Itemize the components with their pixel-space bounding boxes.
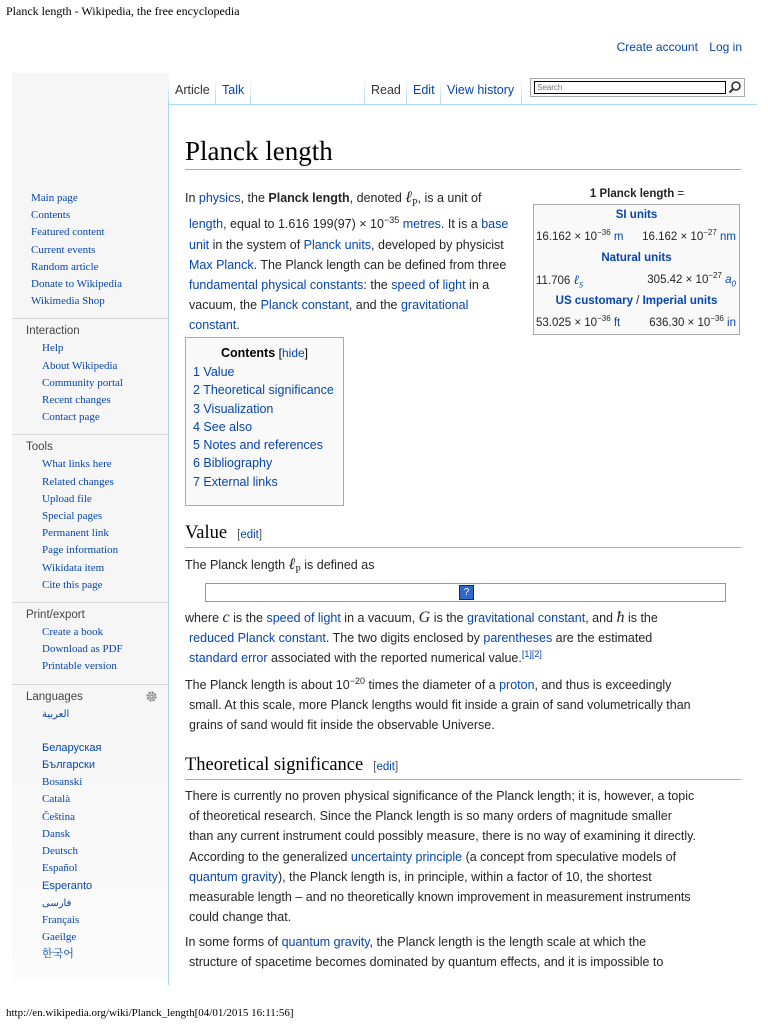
- text-line: [185, 235, 541, 255]
- text-line: [185, 628, 741, 648]
- portal-print-heading: Print/export: [26, 609, 85, 622]
- text: . It is a: [440, 217, 482, 232]
- gear-icon[interactable]: [145, 690, 158, 703]
- planck-symbol: [288, 556, 301, 577]
- text-line: [185, 648, 741, 668]
- tab-separator: [521, 77, 522, 105]
- infobox-us-row: [534, 312, 739, 334]
- sidebar-item-recent-changes[interactable]: Recent changes: [42, 394, 111, 407]
- text-line: of theoretical research. Since the Planck length is so many orders of magnitude smaller: [189, 809, 672, 824]
- search-box: [530, 78, 745, 97]
- portal-languages-heading: [12, 688, 169, 706]
- unit-symbol: ℓ: [573, 272, 579, 287]
- value-mantissa: 16.162 × 10: [536, 231, 598, 243]
- value-mantissa: 636.30 × 10: [649, 317, 711, 329]
- tab-separator: [215, 77, 216, 105]
- lang-irish[interactable]: Gaeilge: [42, 931, 77, 944]
- symbol: ℓ: [288, 556, 296, 573]
- sidebar-item-wikidata-item[interactable]: Wikidata item: [42, 561, 105, 574]
- sidebar-item-main-page[interactable]: Main page: [31, 192, 78, 204]
- sidebar-item-random-article[interactable]: Random article: [31, 260, 99, 273]
- toc-item-visualization[interactable]: 3 Visualization: [193, 401, 274, 416]
- link-uncertainty-principle[interactable]: uncertainty principle: [350, 849, 463, 864]
- text: .: [236, 318, 240, 333]
- bracket: ]: [304, 346, 309, 360]
- sidebar-item-printable-version[interactable]: Printable version: [42, 660, 117, 673]
- text: , is a unit of: [417, 191, 482, 205]
- link-quantum-gravity[interactable]: quantum gravity: [189, 869, 278, 884]
- lang-danish[interactable]: Dansk: [42, 827, 71, 840]
- text: vacuum, the: [189, 298, 261, 313]
- infobox-table: [533, 204, 740, 335]
- value-exponent: −36: [597, 314, 611, 324]
- link-physics[interactable]: physics: [198, 191, 241, 205]
- toc-hide-wrapper: [279, 346, 308, 360]
- sidebar-item-create-book[interactable]: Create a book: [42, 626, 104, 639]
- toc-item-value[interactable]: 1 Value: [193, 365, 235, 379]
- value-mantissa: 305.42 × 10: [647, 274, 709, 286]
- text: in a: [465, 278, 490, 292]
- theory-paragraph-2: [185, 932, 741, 972]
- bracket: ]: [258, 529, 263, 541]
- bold-term: Planck length: [268, 191, 350, 205]
- subscript: P: [295, 565, 301, 577]
- si-metres-value: [536, 226, 623, 248]
- text-line: [185, 315, 541, 335]
- link-gravitational-constant-2[interactable]: constant: [189, 318, 237, 333]
- header-separator: /: [632, 295, 643, 307]
- text: , and: [585, 611, 617, 625]
- infobox: [533, 185, 741, 335]
- unit-link-ft[interactable]: ft: [613, 317, 621, 329]
- portal-interaction-heading: Interaction: [26, 325, 80, 338]
- portal-tools-heading: Tools: [26, 441, 53, 454]
- text-line: [185, 214, 541, 234]
- lang-spanish[interactable]: Español: [42, 862, 78, 875]
- text: in the system of: [209, 237, 304, 252]
- section-edit: [237, 529, 262, 541]
- infobox-si-row: [534, 226, 739, 248]
- toc-item-notes[interactable]: 5 Notes and references: [193, 438, 323, 453]
- text-line: [185, 608, 741, 628]
- text-line: [185, 847, 741, 867]
- text-line: structure of spacetime becomes dominated by quantum effects, and it is impossible to: [189, 955, 664, 970]
- sidebar-item-special-pages[interactable]: Special pages: [42, 510, 103, 523]
- sidebar-item-help[interactable]: Help: [42, 342, 64, 355]
- toc-item-external-links[interactable]: 7 External links: [193, 474, 278, 489]
- symbol-g: G: [418, 609, 431, 626]
- text: ), the Planck length is, in principle, within a factor of 10, the shortest: [277, 869, 652, 884]
- symbol: ℓ: [405, 189, 412, 206]
- text-line: measurable length – and no theoretically known improvement in measurement instruments: [189, 890, 691, 905]
- text: In: [185, 191, 199, 205]
- link-max-planck[interactable]: Max Planck: [189, 257, 254, 272]
- lang-persian[interactable]: فارسی: [42, 897, 72, 909]
- toc-hide-toggle[interactable]: hide: [281, 346, 305, 360]
- tab-separator: [168, 77, 169, 105]
- text-line: small. At this scale, more Planck lengths would fit inside a grain of sand volumetrically than: [189, 698, 691, 713]
- lang-german[interactable]: Deutsch: [42, 845, 79, 858]
- sidebar-item-contact[interactable]: Contact page: [42, 411, 100, 424]
- search-input[interactable]: [534, 81, 726, 94]
- intro-paragraph: [185, 188, 541, 336]
- bracket: [: [373, 761, 377, 773]
- link-speed-of-light[interactable]: speed of light: [266, 611, 341, 625]
- formula-image: [205, 583, 726, 602]
- value-mantissa: 16.162 × 10: [642, 231, 704, 243]
- theory-paragraph-1: [185, 786, 741, 927]
- link-gravitational-constant[interactable]: gravitational constant: [467, 611, 586, 625]
- toc-title-text: Contents: [220, 346, 276, 360]
- text-line: grains of sand would fit inside the observable Universe.: [189, 718, 495, 733]
- infobox-natural-header[interactable]: Natural units: [601, 252, 672, 264]
- sidebar-item-cite-this-page[interactable]: Cite this page: [42, 578, 103, 591]
- value-mantissa: 11.706: [536, 275, 574, 287]
- exponent: −20: [349, 675, 365, 686]
- text: , equal to 1.616 199(97) × 10: [223, 217, 384, 232]
- value-exponent: −27: [708, 271, 722, 281]
- value-paragraph: [185, 608, 741, 669]
- text-line: [185, 295, 541, 315]
- symbol-c: c: [222, 609, 230, 626]
- lang-bosnian[interactable]: Bosanski: [42, 776, 83, 789]
- us-customary-link[interactable]: US customary: [555, 295, 633, 307]
- text: , developed by physicist: [371, 237, 504, 252]
- sidebar-item-community-portal[interactable]: Community portal: [42, 376, 123, 389]
- text: , and the: [348, 298, 401, 313]
- main-navigation: [12, 190, 169, 310]
- bracket: [: [237, 529, 241, 541]
- text: . The Planck length can be defined from three: [253, 257, 507, 272]
- lang-arabic[interactable]: العربية: [42, 708, 70, 720]
- text-line: [185, 932, 741, 952]
- sidebar-item-contents[interactable]: Contents: [31, 209, 71, 222]
- text: in a vacuum,: [340, 611, 419, 625]
- toc-list: [186, 363, 343, 491]
- tab-separator: [364, 77, 365, 105]
- link-base-unit[interactable]: base: [481, 217, 509, 232]
- sidebar-item-permanent-link[interactable]: Permanent link: [42, 527, 109, 540]
- text: : the: [363, 278, 392, 292]
- toc-title: [186, 345, 343, 361]
- si-nanometres-value: [642, 226, 736, 248]
- sidebar-item-about[interactable]: About Wikipedia: [42, 359, 118, 372]
- text: where: [185, 611, 223, 625]
- unit-subscript: S: [578, 280, 583, 290]
- article-content: [168, 104, 757, 985]
- reference-links[interactable]: [1][2]: [521, 649, 542, 660]
- text: The Planck length is about 10: [185, 678, 350, 692]
- search-icon[interactable]: [728, 80, 742, 94]
- sidebar-item-what-links-here[interactable]: What links here: [42, 458, 112, 471]
- portal-languages: [12, 684, 169, 964]
- text: (a concept from speculative models of: [462, 849, 677, 864]
- toc-item-see-also[interactable]: 4 See also: [193, 419, 253, 434]
- infobox-natural-row: [534, 269, 739, 291]
- lang-french[interactable]: Français: [42, 913, 80, 926]
- lang-catalan[interactable]: Català: [42, 793, 71, 806]
- link-base-unit-2[interactable]: unit: [189, 237, 210, 252]
- tab-separator: [406, 77, 407, 105]
- language-spacer: [12, 723, 169, 740]
- lang-korean[interactable]: 한국어: [42, 948, 74, 961]
- print-footer: http://en.wikipedia.org/wiki/Planck_length[04/01/2015 16:11:56]: [6, 1007, 294, 1019]
- log-in-link[interactable]: Log in: [709, 40, 742, 54]
- sidebar-item-upload-file[interactable]: Upload file: [42, 492, 92, 505]
- unit-subscript: 0: [731, 279, 736, 289]
- link-parentheses[interactable]: parentheses: [483, 631, 553, 646]
- page-tabs: [168, 73, 756, 105]
- text: , denoted: [349, 191, 406, 205]
- us-inches-value: [649, 312, 736, 334]
- size-paragraph: [185, 675, 741, 736]
- text-line: [185, 188, 541, 214]
- infobox-caption-eq: =: [674, 188, 685, 200]
- sidebar-item-featured-content[interactable]: Featured content: [31, 226, 105, 239]
- sidebar-item-download-pdf[interactable]: Download as PDF: [42, 643, 123, 656]
- tab-view-history[interactable]: View history: [447, 83, 515, 97]
- lang-belarusian[interactable]: Беларуская: [42, 741, 102, 754]
- value-mantissa: 53.025 × 10: [536, 317, 598, 329]
- portal-print-export: [12, 602, 169, 676]
- text-line: [185, 675, 741, 695]
- natural-bohr-value: [647, 269, 736, 295]
- tab-separator: [250, 77, 251, 105]
- value-exponent: −36: [597, 228, 611, 238]
- personal-tools: [609, 40, 742, 54]
- heading-text: Theoretical significance: [185, 755, 364, 775]
- portal-interaction: [12, 318, 169, 426]
- lang-czech[interactable]: Čeština: [42, 810, 75, 823]
- unit-link-nm[interactable]: nm: [720, 231, 736, 243]
- text: is the: [430, 611, 468, 625]
- link-proton[interactable]: proton: [499, 678, 535, 692]
- subscript: P: [411, 198, 418, 210]
- page-title: Planck length: [185, 136, 741, 170]
- sidebar-item-wikimedia-shop[interactable]: Wikimedia Shop: [31, 295, 105, 308]
- value-definition: [185, 555, 374, 581]
- link-gravitational-constant[interactable]: gravitational: [400, 298, 469, 313]
- planck-symbol: [405, 189, 418, 210]
- lang-bulgarian[interactable]: Български: [42, 759, 95, 772]
- link-fundamental-constants[interactable]: fundamental physical constants: [189, 278, 364, 292]
- languages-label: Languages: [26, 690, 83, 703]
- link-metres[interactable]: metres: [402, 217, 441, 232]
- sidebar: [12, 190, 169, 964]
- text: , the Planck length is the length scale at which the: [369, 935, 647, 949]
- text-line: [185, 255, 541, 275]
- imperial-units-link[interactable]: Imperial units: [642, 295, 718, 307]
- infobox-caption: [533, 185, 741, 203]
- portal-tools: [12, 434, 169, 594]
- text: In some forms of: [185, 935, 282, 949]
- text: is the: [229, 611, 267, 625]
- text-line: There is currently no proven physical significance of the Planck length; it is, however, a topic: [185, 789, 695, 803]
- tab-separator: [440, 77, 441, 105]
- text: , and thus is exceedingly: [534, 678, 672, 692]
- tab-talk[interactable]: Talk: [222, 83, 245, 97]
- sidebar-item-page-information[interactable]: Page information: [42, 544, 119, 557]
- link-planck-units[interactable]: Planck units: [303, 237, 372, 252]
- link-standard-error[interactable]: standard error: [189, 651, 268, 666]
- infobox-caption-bold: 1 Planck length: [589, 188, 675, 200]
- symbol-hbar: ħ: [616, 609, 625, 626]
- toc-item-theoretical-significance[interactable]: 2 Theoretical significance: [193, 383, 334, 398]
- bracket: ]: [394, 761, 399, 773]
- link-speed-of-light[interactable]: speed of light: [391, 278, 466, 292]
- bracket: [: [278, 346, 282, 360]
- text: are the estimated: [552, 631, 653, 646]
- text: times the diameter of a: [364, 678, 500, 692]
- unit-link-bohr[interactable]: [725, 274, 736, 289]
- link-planck-constant[interactable]: Planck constant: [260, 298, 349, 313]
- value-exponent: −36: [710, 314, 724, 324]
- sidebar-item-current-events[interactable]: Current events: [31, 243, 96, 256]
- create-account-link[interactable]: Create account: [616, 40, 698, 54]
- us-feet-value: [536, 312, 620, 334]
- missing-image-icon: ?: [459, 585, 474, 600]
- text-line: than any current instrument could possibly measure, there is no way of examining it directly.: [189, 829, 696, 844]
- heading-text: Value: [185, 523, 228, 543]
- section-heading-theoretical: [185, 755, 741, 780]
- text: The Planck length: [185, 558, 289, 572]
- sidebar-item-donate[interactable]: Donate to Wikipedia: [31, 278, 122, 291]
- toc-item-bibliography[interactable]: 6 Bibliography: [193, 456, 273, 471]
- text: is defined as: [300, 558, 375, 572]
- tab-article[interactable]: Article: [170, 81, 215, 105]
- value-exponent: −27: [703, 228, 717, 238]
- section-edit: [373, 761, 398, 773]
- lang-esperanto[interactable]: Esperanto: [42, 879, 93, 892]
- text-line: [185, 867, 741, 887]
- text: . The two digits enclosed by: [325, 631, 484, 646]
- sidebar-item-related-changes[interactable]: Related changes: [42, 475, 114, 488]
- text: is the: [624, 611, 658, 625]
- edit-section-link[interactable]: edit: [376, 761, 395, 773]
- link-reduced-planck-constant[interactable]: reduced Planck constant: [189, 631, 326, 646]
- text: associated with the reported numerical value.: [267, 651, 522, 666]
- text-line: could change that.: [189, 910, 292, 925]
- section-heading-value: [185, 523, 741, 548]
- unit-link-m[interactable]: m: [613, 231, 624, 243]
- infobox-si-header[interactable]: SI units: [615, 209, 658, 221]
- unit-link-stoney[interactable]: [573, 272, 583, 290]
- edit-section-link[interactable]: edit: [240, 529, 259, 541]
- text: According to the generalized: [189, 849, 351, 864]
- tab-edit[interactable]: Edit: [413, 83, 435, 97]
- unit-symbol: a: [725, 274, 732, 286]
- natural-stoney-value: [536, 269, 583, 297]
- unit-link-in[interactable]: in: [727, 317, 736, 329]
- text-line: [185, 275, 541, 295]
- exponent: −35: [383, 215, 400, 226]
- link-length[interactable]: length: [189, 217, 224, 232]
- table-of-contents: [185, 337, 344, 506]
- tab-read[interactable]: Read: [366, 81, 406, 105]
- print-header: Planck length - Wikipedia, the free encyclopedia: [6, 4, 240, 18]
- text: , the: [240, 191, 269, 205]
- link-quantum-gravity[interactable]: quantum gravity: [281, 935, 370, 949]
